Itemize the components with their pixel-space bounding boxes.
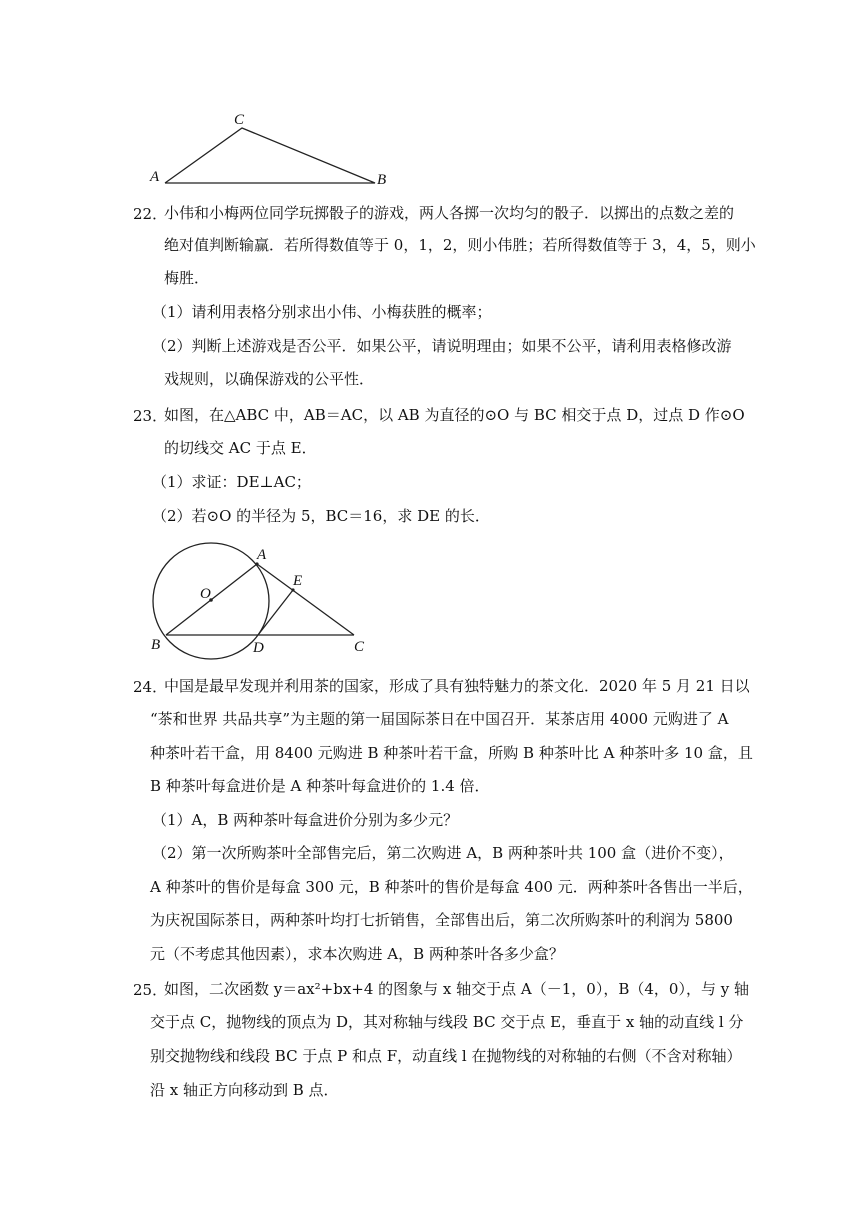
label-b: B [377,172,387,188]
sub-question: （2）判断上述游戏是否公平．如果公平，请说明理由；如果不公平，请利用表格修改游 [152,337,732,355]
question-text: 交于点 C，抛物线的顶点为 D，其对称轴与线段 BC 交于点 E，垂直于 x 轴的动直线 l 分 [150,1013,744,1031]
label-c: C [354,639,365,655]
sub-question: （1）求证：DE⊥AC； [152,473,311,491]
question-number: 23． [133,407,168,425]
question-text: 中国是最早发现并利用茶的国家，形成了具有独特魅力的茶文化．2020 年 5 月 21 日以 [164,677,750,695]
question-number: 25． [133,981,168,999]
question-text: 种茶叶若干盒，用 8400 元购进 B 种茶叶若干盒，所购 B 种茶叶比 A 种茶叶多 10 盒，且 [150,744,753,762]
sub-question: （1）请利用表格分别求出小伟、小梅获胜的概率； [152,303,492,321]
triangle-figure [145,110,405,190]
triangle-abc [165,128,375,183]
label-o: O [200,586,211,602]
sub-question: （1）A，B 两种茶叶每盒进价分别为多少元？ [152,811,459,829]
sub-question: 戏规则，以确保游戏的公平性． [164,370,375,388]
question-text: 别交抛物线和线段 BC 于点 P 和点 F，动直线 l 在抛物线的对称轴的右侧（不含对称轴） [150,1047,742,1065]
segment-ac [257,564,354,635]
question-text: 如图，二次函数 y＝ax²+bx+4 的图象与 x 轴交于点 A（－1，0），B（4，0），与 y 轴 [164,980,749,998]
label-d: D [253,640,264,656]
sub-question: 元（不考虑其他因素），求本次购进 A，B 两种茶叶各多少盒？ [150,945,564,963]
sub-question: 为庆祝国际茶日，两种茶叶均打七折销售，全部售出后，第二次所购茶叶的利润为 5800 [150,911,733,929]
question-text: 的切线交 AC 于点 E． [164,439,317,457]
question-number: 24． [133,678,168,696]
question-text: “茶和世界 共品共享”为主题的第一届国际茶日在中国召开．某茶店用 4000 元购进了 A [150,710,729,728]
sub-question: （2）若⊙O 的半径为 5，BC＝16，求 DE 的长． [152,507,490,525]
label-b: B [151,637,161,653]
question-text: 沿 x 轴正方向移动到 B 点． [150,1081,339,1099]
question-text: 如图，在△ABC 中，AB＝AC，以 AB 为直径的⊙O 与 BC 相交于点 D，过点 D 作⊙O [164,406,745,424]
label-a: A [150,169,160,185]
question-number: 22． [133,205,168,223]
label-c: C [234,112,245,128]
label-a: A [257,547,267,563]
sub-question: （2）第一次所购茶叶全部售完后，第二次购进 A，B 两种茶叶共 100 盒（进价不变）， [152,844,734,862]
label-e: E [293,573,303,589]
sub-question: A 种茶叶的售价是每盒 300 元，B 种茶叶的售价是每盒 400 元．两种茶叶各售出一半后， [150,878,753,896]
question-text: B 种茶叶每盒进价是 A 种茶叶每盒进价的 1.4 倍． [150,777,490,795]
question-text: 梅胜． [164,269,210,287]
segment-de [258,590,293,635]
circle-figure [140,540,380,668]
question-text: 小伟和小梅两位同学玩掷骰子的游戏，两人各掷一次均匀的骰子．以掷出的点数之差的 [164,204,735,222]
question-text: 绝对值判断输赢．若所得数值等于 0，1，2，则小伟胜；若所得数值等于 3，4，5，则小 [164,236,756,254]
